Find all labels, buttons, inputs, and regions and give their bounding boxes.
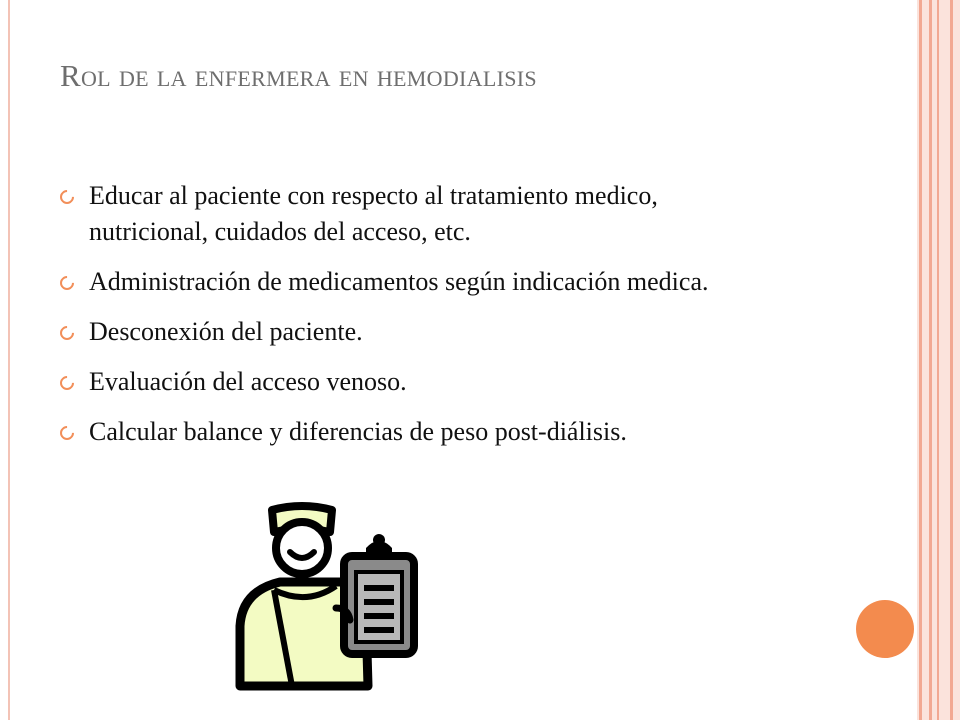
bullet-icon <box>57 323 77 343</box>
bullet-text: Administración de medicamentos según indicación medica. <box>89 267 709 296</box>
orange-circle-icon <box>856 600 914 658</box>
bullet-item <box>58 314 778 350</box>
bullet-item <box>58 178 778 250</box>
bullet-icon <box>57 187 77 207</box>
bullet-text: Desconexión del paciente. <box>89 317 363 346</box>
bullet-text: Calcular balance y diferencias de peso post-diálisis. <box>89 417 627 446</box>
left-frame-border <box>8 0 10 720</box>
right-frame-border <box>917 0 960 720</box>
nurse-with-clipboard-icon <box>232 496 424 692</box>
bullet-icon <box>57 273 77 293</box>
bullet-icon <box>57 373 77 393</box>
bullet-item <box>58 264 778 300</box>
bullet-icon <box>57 423 77 443</box>
bullet-list <box>58 178 778 464</box>
bullet-item <box>58 414 778 450</box>
slide-title: Rol de la enfermera en hemodialisis <box>60 58 537 93</box>
bullet-item <box>58 364 778 400</box>
bullet-text: Evaluación del acceso venoso. <box>89 367 407 396</box>
bullet-text: Educar al paciente con respecto al tratamiento medico, nutricional, cuidados del acceso, etc. <box>89 181 658 246</box>
